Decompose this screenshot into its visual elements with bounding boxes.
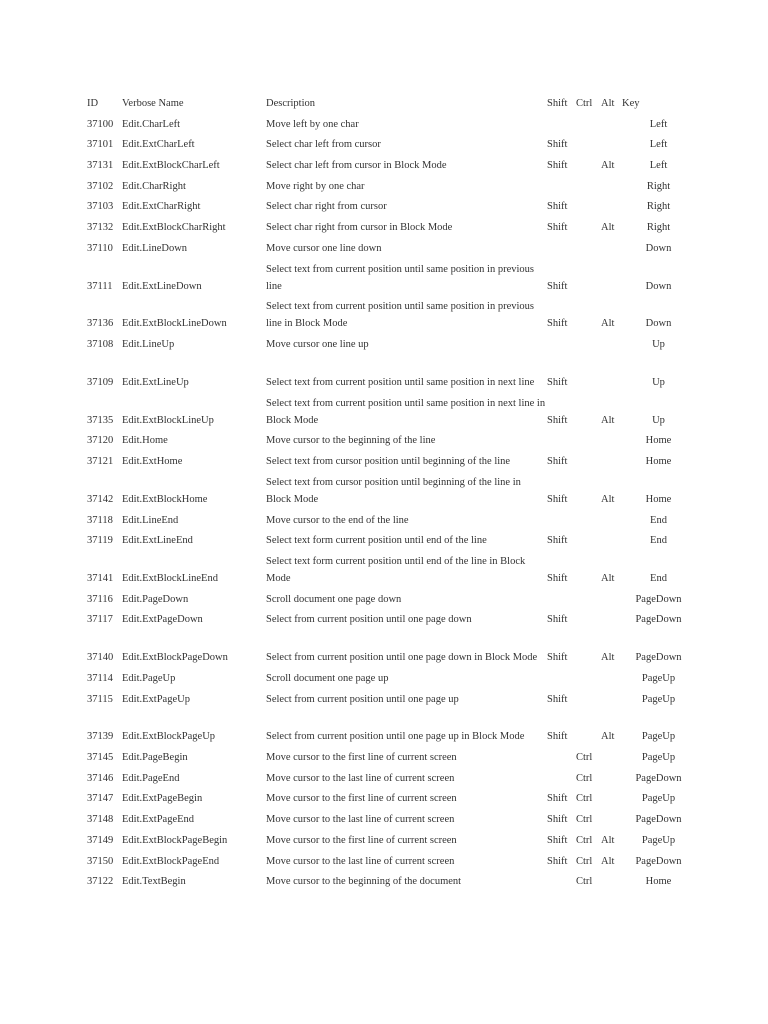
cell-shift: Shift (547, 535, 568, 547)
table-row (87, 708, 687, 746)
cell-verbose-name: Edit.ExtBlockPageDown (122, 652, 228, 664)
cell-ctrl (576, 353, 601, 391)
cell-shift: Shift (547, 793, 568, 805)
cell-alt: Alt (601, 414, 615, 426)
cell-verbose-name: Edit.ExtCharRight (122, 201, 201, 213)
cell-verbose-name: Edit.LineDown (122, 242, 188, 254)
cell-alt (601, 666, 622, 687)
table-row (87, 449, 687, 470)
header-id: ID (87, 98, 99, 109)
table-row (87, 587, 687, 608)
table-row (87, 391, 687, 429)
cell-alt (601, 807, 622, 828)
cell-ctrl: Ctrl (576, 855, 593, 867)
cell-key: Right (646, 180, 671, 192)
cell-verbose-name: Edit.ExtPageUp (122, 693, 190, 705)
cell-description: Select from current position until one page down (266, 614, 472, 626)
table-row (87, 828, 687, 849)
cell-verbose-name: Edit.Home (122, 435, 168, 447)
cell-description: Move left by one char (266, 118, 359, 130)
cell-id: 37131 (87, 160, 114, 172)
cell-id: 37110 (87, 242, 113, 254)
cell-alt: Alt (601, 855, 615, 867)
cell-verbose-name: Edit.LineEnd (122, 514, 179, 526)
cell-key: PageUp (641, 834, 676, 846)
cell-id: 37115 (87, 693, 113, 705)
cell-verbose-name: Edit.CharRight (122, 180, 186, 192)
cell-verbose-name: Edit.ExtBlockLineDown (122, 318, 227, 330)
table-row (87, 687, 687, 708)
cell-id: 37118 (87, 514, 113, 526)
cell-shift: Shift (547, 201, 568, 213)
cell-key: PageDown (635, 814, 682, 826)
cell-ctrl (576, 295, 601, 333)
cell-key: Right (646, 222, 671, 234)
cell-verbose-name: Edit.ExtLineEnd (122, 535, 193, 547)
cell-verbose-name: Edit.ExtPageBegin (122, 793, 203, 805)
cell-alt (601, 429, 622, 450)
cell-verbose-name: Edit.ExtBlockPageBegin (122, 834, 228, 846)
table-row (87, 133, 687, 154)
table-row (87, 429, 687, 450)
cell-verbose-name: Edit.TextBegin (122, 876, 186, 888)
cell-alt (601, 870, 622, 891)
cell-alt (601, 133, 622, 154)
cell-verbose-name: Edit.ExtBlockLineUp (122, 414, 214, 426)
cell-shift: Shift (547, 493, 568, 505)
cell-description: Select text from current position until same position in next line in Block Mode (266, 397, 546, 426)
cell-shift: Shift (547, 414, 568, 426)
cell-ctrl (576, 133, 601, 154)
cell-ctrl: Ctrl (576, 793, 593, 805)
cell-verbose-name: Edit.ExtBlockHome (122, 493, 208, 505)
header-key: Key (622, 98, 640, 109)
cell-key: PageDown (635, 855, 682, 867)
cell-description: Move cursor to the last line of current screen (266, 772, 455, 784)
cell-description: Select from current position until one page up in Block Mode (266, 731, 525, 743)
cell-id: 37120 (87, 435, 114, 447)
cell-alt (601, 112, 622, 133)
cell-id: 37119 (87, 535, 113, 547)
table-row (87, 236, 687, 257)
cell-verbose-name: Edit.ExtBlockCharRight (122, 222, 226, 234)
cell-description: Select from current position until one page up (266, 693, 459, 705)
cell-alt: Alt (601, 834, 615, 846)
cell-description: Move right by one char (266, 180, 365, 192)
table-row (87, 849, 687, 870)
table-row (87, 870, 687, 891)
header-alt: Alt (601, 98, 615, 109)
cell-shift (547, 174, 576, 195)
cell-shift: Shift (547, 160, 568, 172)
cell-alt (601, 174, 622, 195)
cell-description: Select text from cursor position until beginning of the line (266, 456, 511, 468)
cell-id: 37142 (87, 493, 114, 505)
table-row (87, 766, 687, 787)
cell-id: 37149 (87, 834, 114, 846)
cell-ctrl (576, 429, 601, 450)
table-header-row (87, 92, 687, 112)
table-row (87, 529, 687, 550)
cell-verbose-name: Edit.CharLeft (122, 118, 181, 130)
cell-verbose-name: Edit.ExtLineUp (122, 376, 189, 388)
cell-ctrl (576, 666, 601, 687)
cell-description: Move cursor to the end of the line (266, 514, 409, 526)
cell-alt (601, 766, 622, 787)
cell-key: Left (649, 160, 668, 172)
cell-ctrl (576, 449, 601, 470)
cell-id: 37100 (87, 118, 114, 130)
cell-key: Down (645, 318, 672, 330)
cell-description: Select char right from cursor (266, 201, 387, 213)
cell-alt: Alt (601, 493, 615, 505)
cell-id: 37132 (87, 222, 114, 234)
cell-shift (547, 429, 576, 450)
cell-ctrl: Ctrl (576, 876, 593, 888)
cell-ctrl (576, 587, 601, 608)
cell-description: Move cursor to the last line of current screen (266, 855, 455, 867)
cell-key: End (650, 573, 667, 585)
cell-description: Select text form current position until end of the line in Block Mode (266, 556, 526, 585)
cell-alt (601, 787, 622, 808)
cell-shift (547, 745, 576, 766)
table-row (87, 666, 687, 687)
cell-shift: Shift (547, 280, 568, 292)
cell-verbose-name: Edit.ExtCharLeft (122, 139, 195, 151)
cell-ctrl (576, 549, 601, 587)
cell-alt (601, 687, 622, 708)
cell-key: Up (652, 414, 665, 426)
cell-alt (601, 332, 622, 353)
cell-key: PageDown (635, 772, 682, 784)
cell-id: 37148 (87, 814, 114, 826)
table-row (87, 257, 687, 295)
cell-ctrl (576, 215, 601, 236)
cell-ctrl (576, 608, 601, 629)
table-row (87, 332, 687, 353)
cell-ctrl (576, 257, 601, 295)
cell-key: Home (645, 493, 672, 505)
cell-key: Left (649, 118, 668, 130)
cell-ctrl (576, 687, 601, 708)
cell-description: Select from current position until one page down in Block Mode (266, 652, 538, 664)
cell-alt: Alt (601, 573, 615, 585)
cell-alt (601, 608, 622, 629)
cell-key: PageUp (641, 752, 676, 764)
cell-id: 37108 (87, 339, 114, 351)
cell-key: Right (646, 201, 671, 213)
cell-key: Home (645, 456, 672, 468)
cell-key: End (650, 535, 667, 547)
cell-verbose-name: Edit.PageDown (122, 593, 189, 605)
cell-id: 37102 (87, 180, 114, 192)
cell-id: 37145 (87, 752, 114, 764)
cell-ctrl (576, 332, 601, 353)
cell-shift: Shift (547, 855, 568, 867)
table-row (87, 112, 687, 133)
cell-id: 37150 (87, 855, 114, 867)
cell-id: 37147 (87, 793, 114, 805)
cell-description: Select text from current position until same position in next line (266, 376, 535, 388)
cell-description: Select char right from cursor in Block Mode (266, 222, 453, 234)
cell-id: 37101 (87, 139, 114, 151)
cell-key: Up (652, 376, 665, 388)
table-row (87, 508, 687, 529)
cell-alt (601, 508, 622, 529)
cell-description: Move cursor one line up (266, 339, 369, 351)
cell-description: Select text form current position until end of the line (266, 535, 487, 547)
cell-id: 37111 (87, 280, 113, 292)
cell-shift: Shift (547, 693, 568, 705)
table-row (87, 153, 687, 174)
cell-shift (547, 587, 576, 608)
cell-id: 37141 (87, 573, 114, 585)
table-row (87, 628, 687, 666)
cell-ctrl (576, 153, 601, 174)
cell-alt (601, 353, 622, 391)
cell-id: 37114 (87, 672, 113, 684)
cell-id: 37116 (87, 593, 113, 605)
header-verbose-name: Verbose Name (122, 98, 184, 109)
cell-description: Scroll document one page down (266, 593, 402, 605)
header-shift: Shift (547, 98, 568, 109)
cell-ctrl (576, 391, 601, 429)
cell-id: 37135 (87, 414, 114, 426)
cell-alt (601, 529, 622, 550)
cell-key: Down (645, 280, 672, 292)
table-row (87, 353, 687, 391)
cell-shift: Shift (547, 139, 568, 151)
header-ctrl: Ctrl (576, 98, 593, 109)
cell-id: 37122 (87, 876, 114, 888)
cell-id: 37109 (87, 376, 114, 388)
cell-ctrl: Ctrl (576, 834, 593, 846)
cell-key: PageUp (641, 731, 676, 743)
table-row (87, 745, 687, 766)
cell-key: Home (645, 435, 672, 447)
cell-id: 37139 (87, 731, 114, 743)
cell-alt (601, 587, 622, 608)
cell-verbose-name: Edit.ExtBlockCharLeft (122, 160, 220, 172)
cell-ctrl (576, 195, 601, 216)
cell-ctrl (576, 508, 601, 529)
cell-verbose-name: Edit.ExtLineDown (122, 280, 202, 292)
cell-description: Move cursor to the first line of current screen (266, 793, 457, 805)
cell-alt (601, 236, 622, 257)
cell-shift (547, 508, 576, 529)
cell-shift: Shift (547, 456, 568, 468)
cell-verbose-name: Edit.ExtBlockPageEnd (122, 855, 220, 867)
cell-verbose-name: Edit.ExtHome (122, 456, 183, 468)
cell-description: Move cursor to the first line of current screen (266, 834, 457, 846)
cell-verbose-name: Edit.LineUp (122, 339, 175, 351)
cell-alt: Alt (601, 731, 615, 743)
table-row (87, 608, 687, 629)
cell-id: 37136 (87, 318, 114, 330)
cell-id: 37140 (87, 652, 114, 664)
table-row (87, 295, 687, 333)
cell-key: PageUp (641, 793, 676, 805)
cell-ctrl (576, 708, 601, 746)
cell-verbose-name: Edit.PageBegin (122, 752, 188, 764)
cell-ctrl: Ctrl (576, 752, 593, 764)
cell-shift: Shift (547, 814, 568, 826)
cell-id: 37146 (87, 772, 114, 784)
table-row (87, 195, 687, 216)
cell-alt (601, 195, 622, 216)
cell-description: Select text from cursor position until beginning of the line in Block Mode (266, 476, 521, 505)
cell-description: Select char left from cursor (266, 139, 381, 151)
cell-shift: Shift (547, 614, 568, 626)
cell-description: Scroll document one page up (266, 672, 389, 684)
cell-key: PageUp (641, 693, 676, 705)
cell-key: PageDown (635, 652, 682, 664)
cell-ctrl (576, 112, 601, 133)
cell-description: Select text from current position until same position in previous line in Block Mode (266, 301, 534, 330)
table-row (87, 215, 687, 236)
cell-shift (547, 236, 576, 257)
cell-alt: Alt (601, 160, 615, 172)
cell-shift (547, 332, 576, 353)
cell-ctrl: Ctrl (576, 814, 593, 826)
cell-verbose-name: Edit.ExtBlockLineEnd (122, 573, 218, 585)
cell-shift: Shift (547, 731, 568, 743)
cell-shift (547, 112, 576, 133)
cell-shift (547, 766, 576, 787)
cell-verbose-name: Edit.ExtPageEnd (122, 814, 195, 826)
cell-ctrl: Ctrl (576, 772, 593, 784)
cell-verbose-name: Edit.PageEnd (122, 772, 180, 784)
cell-ctrl (576, 470, 601, 508)
cell-alt (601, 449, 622, 470)
cell-shift: Shift (547, 376, 568, 388)
cell-ctrl (576, 236, 601, 257)
cell-shift: Shift (547, 222, 568, 234)
cell-description: Move cursor to the beginning of the line (266, 435, 436, 447)
cell-ctrl (576, 628, 601, 666)
cell-description: Select text from current position until same position in previous line (266, 263, 534, 292)
header-description: Description (266, 98, 315, 109)
table-row (87, 787, 687, 808)
cell-key: PageUp (641, 672, 676, 684)
cell-verbose-name: Edit.PageUp (122, 672, 176, 684)
cell-description: Move cursor to the beginning of the document (266, 876, 462, 888)
table-row (87, 470, 687, 508)
cell-key: Left (649, 139, 668, 151)
cell-shift: Shift (547, 318, 568, 330)
cell-id: 37121 (87, 456, 114, 468)
table-row (87, 549, 687, 587)
cell-ctrl (576, 529, 601, 550)
cell-key: PageDown (635, 614, 682, 626)
cell-alt (601, 745, 622, 766)
cell-verbose-name: Edit.ExtPageDown (122, 614, 203, 626)
cell-description: Select char left from cursor in Block Mode (266, 160, 447, 172)
cell-shift (547, 870, 576, 891)
cell-alt: Alt (601, 222, 615, 234)
cell-id: 37103 (87, 201, 114, 213)
cell-description: Move cursor to the first line of current screen (266, 752, 457, 764)
cell-description: Move cursor one line down (266, 242, 382, 254)
cell-shift (547, 666, 576, 687)
keyboard-shortcuts-table (87, 92, 687, 890)
cell-alt: Alt (601, 652, 615, 664)
cell-key: Down (645, 242, 672, 254)
cell-description: Move cursor to the last line of current screen (266, 814, 455, 826)
cell-key: PageDown (635, 593, 682, 605)
cell-key: Up (652, 339, 665, 351)
cell-alt (601, 257, 622, 295)
cell-key: End (650, 514, 667, 526)
cell-shift: Shift (547, 834, 568, 846)
cell-shift: Shift (547, 573, 568, 585)
cell-verbose-name: Edit.ExtBlockPageUp (122, 731, 216, 743)
cell-shift: Shift (547, 652, 568, 664)
table-row (87, 807, 687, 828)
cell-id: 37117 (87, 614, 113, 626)
cell-alt: Alt (601, 318, 615, 330)
cell-ctrl (576, 174, 601, 195)
cell-key: Home (645, 876, 672, 888)
table-row (87, 174, 687, 195)
